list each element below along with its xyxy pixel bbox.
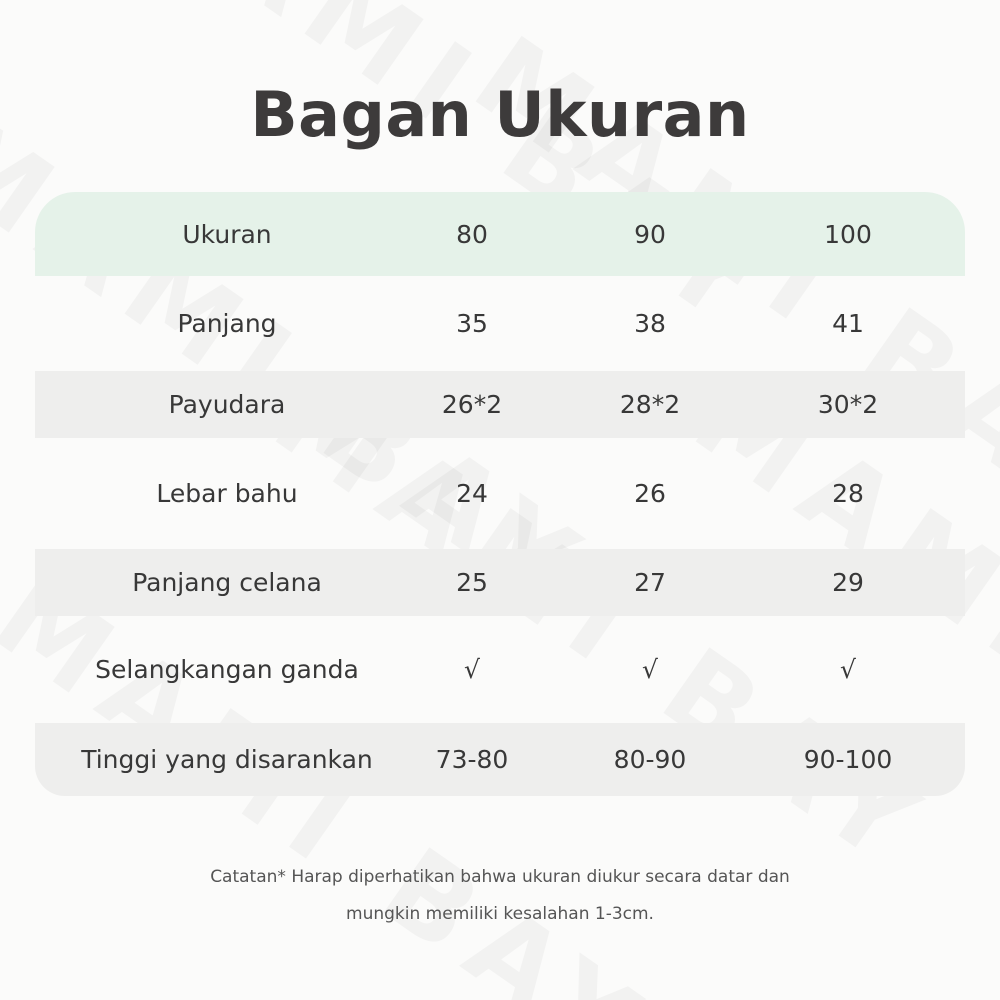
table-cell: 28 xyxy=(832,479,864,508)
table-row xyxy=(35,549,965,616)
table-cell: 24 xyxy=(456,479,488,508)
table-cell: 41 xyxy=(832,309,864,338)
row-label: Lebar bahu xyxy=(156,479,298,508)
table-cell: 27 xyxy=(634,568,666,597)
check-mark: √ xyxy=(642,655,658,684)
note-line-1: Catatan* Harap diperhatikan bahwa ukuran diukur secara datar dan xyxy=(210,867,790,887)
check-mark: √ xyxy=(840,655,856,684)
table-cell: 35 xyxy=(456,309,488,338)
table-header-row xyxy=(35,192,965,276)
table-cell: 90-100 xyxy=(803,745,893,774)
table-cell: 29 xyxy=(832,568,864,597)
table-cell: 80-90 xyxy=(613,745,687,774)
table-row xyxy=(35,438,965,549)
note-line-2: mungkin memiliki kesalahan 1-3cm. xyxy=(346,904,654,924)
page-title: Bagan Ukuran xyxy=(250,78,750,151)
table-row xyxy=(35,276,965,371)
row-label: Selangkangan ganda xyxy=(95,655,359,684)
table-cell: 25 xyxy=(456,568,488,597)
row-label: Payudara xyxy=(168,390,286,419)
table-cell: 38 xyxy=(634,309,666,338)
table-cell: 28*2 xyxy=(619,390,681,419)
table-cell: 26*2 xyxy=(441,390,503,419)
table-row xyxy=(35,616,965,723)
check-mark: √ xyxy=(464,655,480,684)
header-cell: 80 xyxy=(456,219,488,249)
header-cell: 100 xyxy=(824,219,872,249)
size-chart-table xyxy=(35,192,965,796)
header-cell: 90 xyxy=(634,219,666,249)
row-label: Tinggi yang disarankan xyxy=(81,745,373,774)
table-cell: 73-80 xyxy=(435,745,509,774)
table-cell: 30*2 xyxy=(817,390,879,419)
table-row xyxy=(35,371,965,438)
table-row xyxy=(35,723,965,796)
row-label: Panjang xyxy=(177,309,277,338)
row-label: Panjang celana xyxy=(132,568,322,597)
header-cell: Ukuran xyxy=(182,219,272,249)
table-cell: 26 xyxy=(634,479,666,508)
